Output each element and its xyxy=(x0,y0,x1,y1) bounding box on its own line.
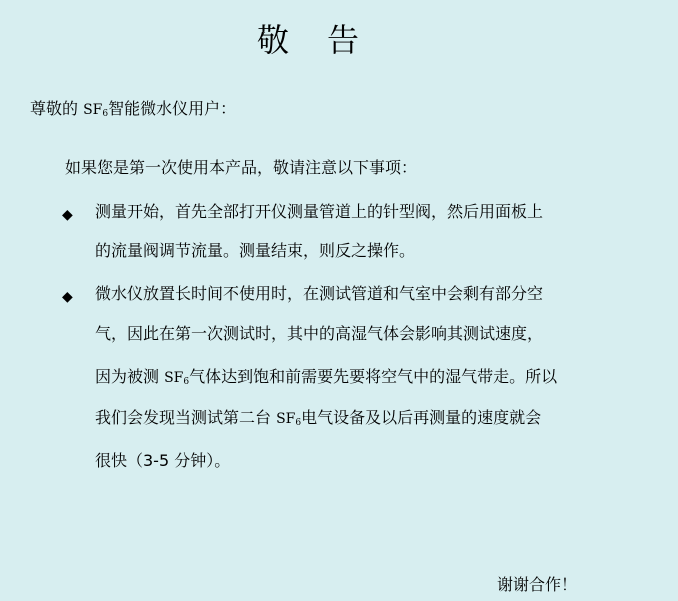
sf6-text: SF xyxy=(276,411,296,427)
greeting-prefix: 尊敬的 xyxy=(30,99,84,118)
thanks-signoff: 谢谢合作！ xyxy=(497,575,578,594)
notice-item-2-line-4 xyxy=(95,406,541,435)
sf6-text: SF xyxy=(83,102,103,118)
greeting-suffix: 智能微水仪用户： xyxy=(108,99,237,118)
greeting-line xyxy=(30,97,236,126)
sf6-formula xyxy=(276,411,301,427)
notice-item-1-line-2: 的流量阀调节流量。测量结束，则反之操作。 xyxy=(95,241,416,260)
line-3-prefix: 因为被测 xyxy=(95,367,165,386)
line-3-suffix: 气体达到饱和前需要先要将空气中的湿气带走。所以 xyxy=(189,367,558,386)
page-title xyxy=(0,16,616,64)
notice-item-2-line-2: 气，因此在第一次测试时，其中的高湿气体会影响其测试速度， xyxy=(95,324,544,343)
intro-text: 如果您是第一次使用本产品，敬请注意以下事项： xyxy=(65,158,418,177)
sf6-subscript: 6 xyxy=(295,418,302,428)
sf6-formula xyxy=(164,370,189,386)
title-char-2: 告 xyxy=(327,21,360,59)
notice-item-2-line-5: 很快（3-5 分钟）。 xyxy=(95,451,231,470)
notice-item-2-line-3 xyxy=(95,365,557,394)
line-4-prefix: 我们会发现当测试第二台 xyxy=(95,408,277,427)
notice-item-1-line-1: 测量开始，首先全部打开仪测量管道上的针型阀，然后用面板上 xyxy=(95,202,544,221)
sf6-text: SF xyxy=(164,370,184,386)
line-4-suffix: 电气设备及以后再测量的速度就会 xyxy=(301,408,542,427)
sf6-subscript: 6 xyxy=(102,109,109,119)
title-char-1: 敬 xyxy=(256,21,289,59)
diamond-bullet-icon: ◆ xyxy=(62,289,73,305)
diamond-bullet-icon: ◆ xyxy=(62,207,73,223)
notice-item-2-line-1: 微水仪放置长时间不使用时，在测试管道和气室中会剩有部分空 xyxy=(95,284,544,303)
sf6-subscript: 6 xyxy=(183,377,190,387)
sf6-formula xyxy=(83,102,108,118)
